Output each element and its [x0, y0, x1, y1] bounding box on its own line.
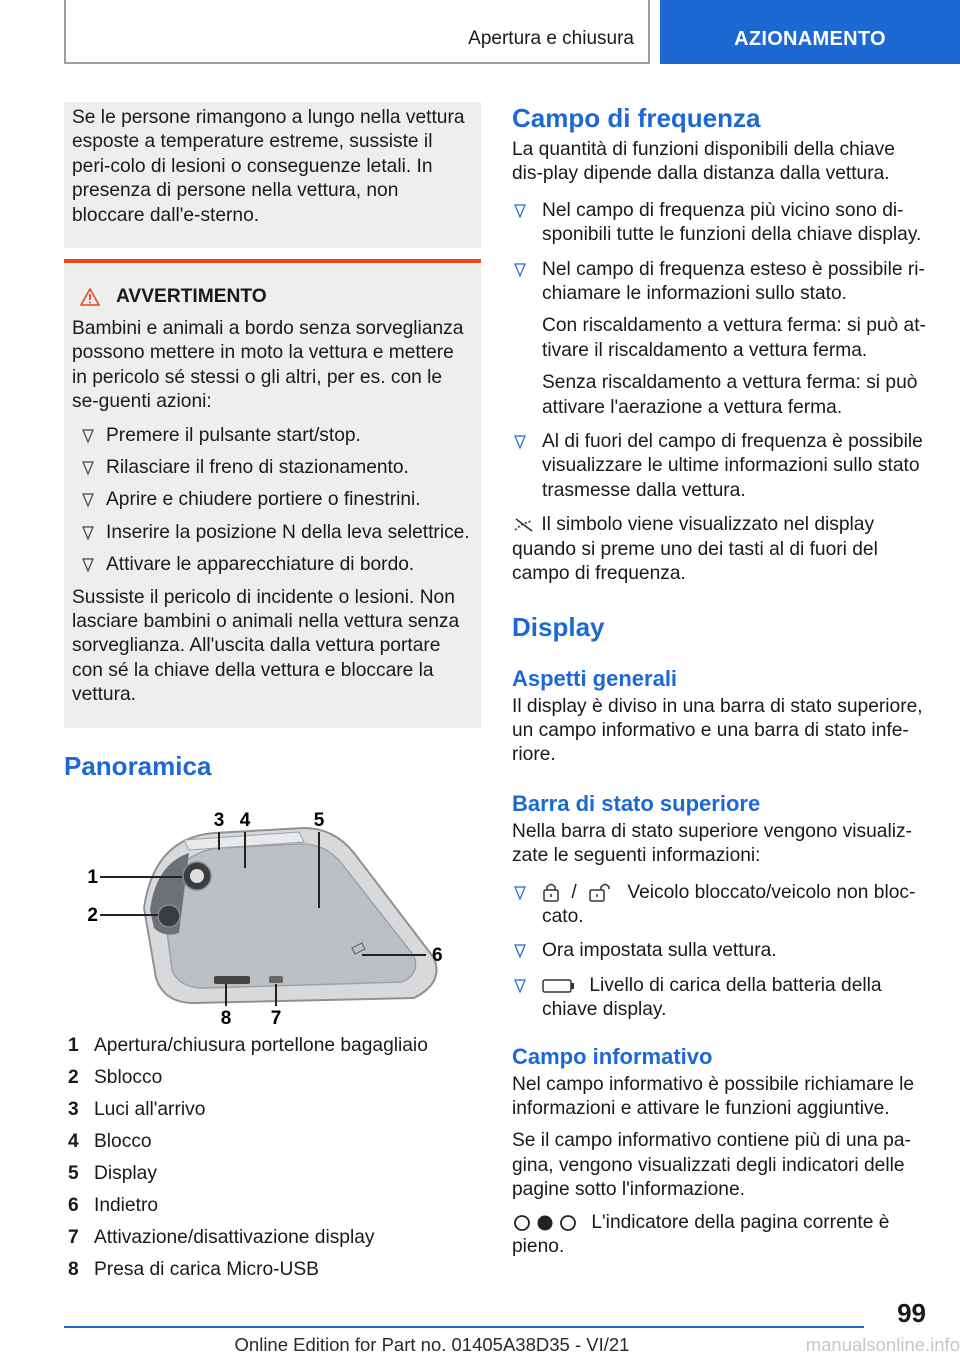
general-heading: Aspetti generali	[512, 665, 678, 691]
overview-heading: Panoramica	[64, 750, 212, 781]
callout-3: 3	[213, 809, 225, 831]
list-item	[72, 424, 473, 448]
warning-box	[64, 259, 481, 728]
frequency-intro: La quantità di funzioni disponibili della chiave dis-play dipende dalla distanza dalla vettura.	[512, 139, 895, 185]
legend-number: 7	[68, 1226, 79, 1248]
bullet-triangle-icon	[514, 263, 526, 277]
list-item-text: Inserire la posizione N della leva selettrice.	[106, 521, 470, 543]
intro-info-box	[64, 102, 481, 248]
list-item-text: Attivare le apparecchiature di bordo.	[106, 554, 415, 576]
list-item-text: Rilasciare il freno di stazionamento.	[106, 457, 409, 479]
bullet-triangle-icon	[514, 979, 526, 993]
legend-item	[64, 1098, 481, 1122]
statusbar-list	[512, 881, 930, 1023]
list-subparagraph: Senza riscaldamento a vettura ferma: si può attivare l'aerazione a vettura ferma.	[542, 372, 918, 418]
legend-label: Presa di carica Micro-USB	[94, 1258, 319, 1280]
legend-label: Blocco	[94, 1130, 152, 1152]
legend-number: 4	[68, 1130, 79, 1152]
no-signal-icon	[512, 517, 536, 533]
list-item-text: Nel campo di frequenza più vicino sono di-sponibili tutte le funzioni della chiave display.	[542, 199, 922, 246]
legend-label: Luci all'arrivo	[94, 1098, 206, 1120]
legend-number: 8	[68, 1258, 79, 1280]
page-indicator-dots-icon	[512, 1214, 578, 1232]
lock-separator: /	[571, 881, 577, 903]
bullet-triangle-icon	[514, 886, 526, 900]
time-text: Ora impostata sulla vettura.	[542, 940, 777, 962]
callout-4: 4	[239, 809, 251, 831]
list-item-text: Nel campo di frequenza esteso è possibile ri-chiamare le informazioni sullo stato.	[542, 258, 925, 305]
list-item-text: Aprire e chiudere portiere o finestrini.	[106, 489, 421, 511]
header-section-tab	[64, 0, 650, 64]
list-subparagraph: Con riscaldamento a vettura ferma: si può at-tivare il riscaldamento a vettura ferma.	[542, 315, 926, 361]
statusbar-intro: Nella barra di stato superiore vengono visualiz-zate le seguenti informazioni:	[512, 820, 912, 867]
footer-divider	[64, 1326, 864, 1328]
legend-number: 1	[68, 1034, 79, 1056]
warning-heading	[80, 285, 473, 309]
frequency-heading: Campo di frequenza	[512, 103, 761, 133]
bullet-triangle-icon	[82, 526, 94, 540]
bullet-triangle-icon	[82, 558, 94, 572]
legend-number: 6	[68, 1194, 79, 1216]
list-item	[512, 939, 930, 963]
legend-item	[64, 1162, 481, 1186]
callout-1: 1	[87, 866, 98, 888]
intro-box-text: Se le persone rimangono a lungo nella vettura esposte a temperature estreme, sussiste il peri-colo di lesioni o conseguenze letali. In presenza di persone nella vettura, non bloccare dall'e-sterno.	[72, 107, 465, 226]
lock-status-text: Veicolo bloccato/veicolo non bloc-cato.	[542, 881, 916, 927]
legend-label: Indietro	[94, 1194, 158, 1216]
legend-number: 2	[68, 1066, 79, 1088]
warning-body: Bambini e animali a bordo senza sorveglianza possono mettere in moto la vettura e mettere in pericolo sé stessi o gli altri, per es. con le se-guenti azioni:	[72, 318, 464, 413]
info-field-heading: Campo informativo	[512, 1043, 713, 1069]
battery-text: Livello di carica della batteria della chiave display.	[542, 974, 882, 1021]
list-item	[72, 488, 473, 512]
display-key-figure	[64, 798, 481, 1028]
list-item	[512, 199, 930, 248]
page-number: 99	[897, 1298, 926, 1328]
bullet-triangle-icon	[514, 435, 526, 449]
battery-icon	[542, 978, 576, 994]
bullet-triangle-icon	[82, 493, 94, 507]
legend-item	[64, 1258, 481, 1282]
legend-number: 3	[68, 1098, 79, 1120]
lock-closed-icon	[542, 882, 560, 902]
legend-item	[64, 1194, 481, 1218]
out-of-range-text: Il simbolo viene visualizzato nel display quando si preme uno dei tasti al di fuori del campo di frequenza.	[512, 514, 878, 585]
statusbar-heading: Barra di stato superiore	[512, 790, 761, 816]
footer-watermark: manualsonline.info	[805, 1334, 960, 1355]
list-item	[512, 430, 930, 503]
legend-item	[64, 1066, 481, 1090]
legend-label: Sblocco	[94, 1066, 163, 1088]
legend-item	[64, 1034, 481, 1058]
list-item-text: Al di fuori del campo di frequenza è possibile visualizzare le ultime informazioni sullo stato trasmesse dalla vettura.	[542, 431, 923, 501]
right-column	[512, 102, 930, 1259]
legend-number: 5	[68, 1162, 79, 1184]
bullet-triangle-icon	[514, 204, 526, 218]
frequency-list	[512, 199, 930, 503]
info-field-text-1: Nel campo informativo è possibile richiamare le informazioni e attivare le funzioni aggiuntive.	[512, 1073, 915, 1119]
legend-item	[64, 1226, 481, 1250]
bullet-triangle-icon	[82, 429, 94, 443]
callout-6: 6	[432, 944, 443, 966]
list-item	[512, 881, 930, 930]
display-key-illustration	[64, 798, 481, 1028]
figure-legend	[64, 1034, 481, 1282]
list-item	[72, 456, 473, 480]
warning-footer: Sussiste il pericolo di incidente o lesioni. Non lasciare bambini o animali nella vettura senza sorveglianza. All'uscita dalla vettura portare con sé la chiave della vettura e bloccare la vettura.	[72, 586, 460, 706]
legend-label: Apertura/chiusura portellone bagagliaio	[94, 1034, 428, 1056]
list-item	[72, 521, 473, 545]
warning-triangle-icon	[80, 288, 100, 306]
info-field-text-2: Se il campo informativo contiene più di una pa-gina, vengono visualizzati degli indicatori delle pagine sotto l'informazione.	[512, 1130, 911, 1201]
header-chapter-title: AZIONAMENTO	[734, 28, 886, 50]
list-item	[512, 974, 930, 1023]
page-indicator-text: L'indicatore della pagina corrente è pieno.	[512, 1211, 890, 1257]
general-text: Il display è diviso in una barra di stato superiore, un campo informativo e una barra di stato infe-riore.	[512, 695, 923, 766]
page-indicator-note	[512, 1211, 930, 1260]
callout-5: 5	[313, 809, 325, 831]
legend-label: Attivazione/disattivazione display	[94, 1226, 375, 1248]
callout-7: 7	[270, 1007, 282, 1028]
left-column	[64, 102, 481, 1290]
header-section-title: Apertura e chiusura	[468, 28, 634, 49]
list-item	[72, 553, 473, 577]
legend-label: Display	[94, 1162, 157, 1184]
header-chapter-tab	[660, 0, 960, 64]
lock-open-icon	[588, 882, 614, 902]
callout-2: 2	[87, 904, 98, 926]
footer-edition: Online Edition for Part no. 01405A38D35 - VI/21	[234, 1334, 630, 1355]
out-of-range-note	[512, 513, 930, 586]
list-item	[512, 258, 930, 420]
display-heading: Display	[512, 611, 605, 642]
warning-title: AVVERTIMENTO	[116, 286, 267, 307]
bullet-triangle-icon	[514, 944, 526, 958]
callout-8: 8	[220, 1007, 232, 1028]
list-item-text: Premere il pulsante start/stop.	[106, 424, 361, 446]
bullet-triangle-icon	[82, 461, 94, 475]
warning-list	[72, 424, 473, 578]
legend-item	[64, 1130, 481, 1154]
